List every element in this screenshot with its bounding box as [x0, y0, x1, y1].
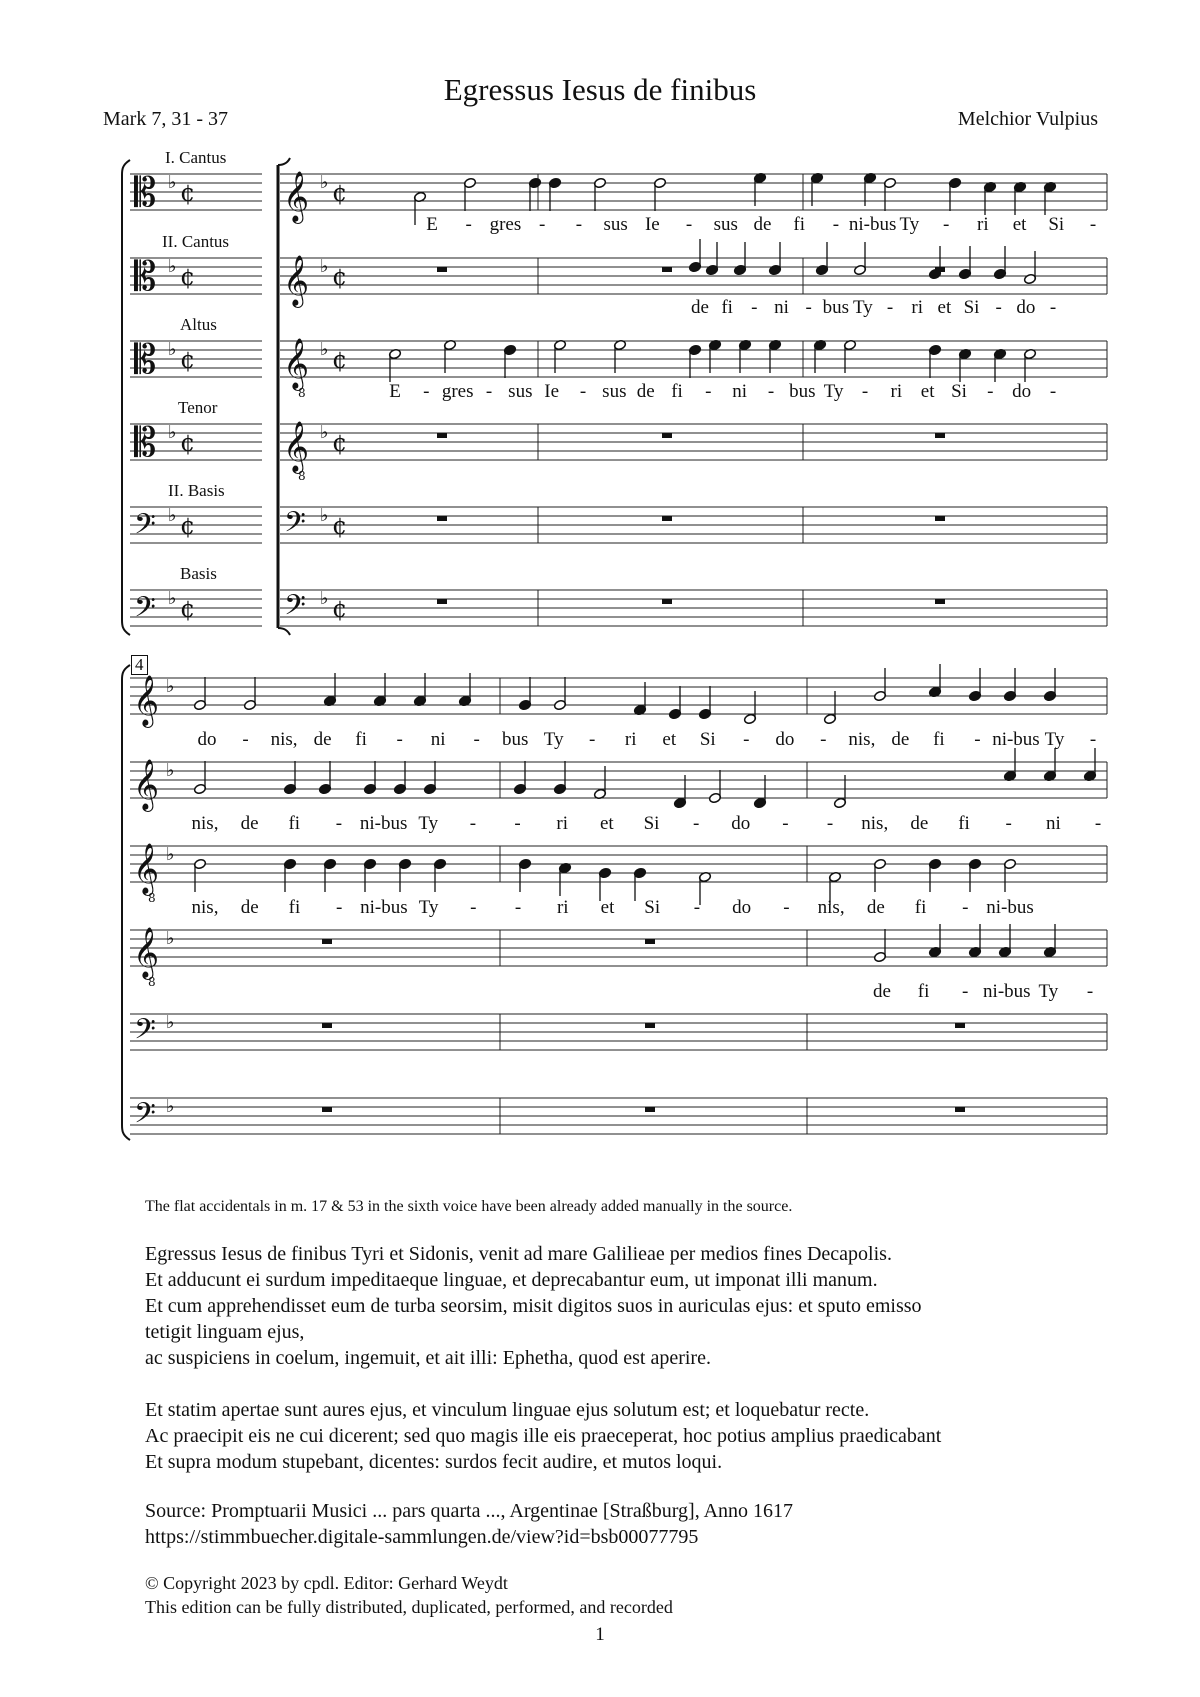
incipit-staff	[130, 505, 262, 548]
lyric-syllable: E	[389, 381, 401, 402]
lyric-syllable: -	[1049, 297, 1057, 318]
lyric-syllable: Ty	[418, 813, 439, 834]
lyric-syllable: Ty	[853, 297, 873, 318]
bass-clef-icon: 𝄢	[134, 1097, 156, 1137]
treble-clef-icon: 𝄞	[133, 927, 160, 978]
lyric-syllable: ri	[890, 381, 903, 402]
lyric-syllable: ni	[430, 729, 446, 750]
lyric-syllable: -	[335, 813, 343, 834]
flat-icon: ♭	[320, 505, 329, 526]
rest-group	[645, 939, 655, 944]
lyric-syllable: de	[240, 813, 259, 834]
treble-clef-icon: 𝄞	[133, 843, 160, 894]
lyrics-cantus2-system1	[691, 297, 1056, 318]
latin-text-block	[145, 1241, 941, 1475]
staff	[130, 843, 1107, 905]
flat-icon: ♭	[320, 588, 329, 609]
staff	[130, 675, 1107, 728]
lyric-syllable: ni-bus	[360, 897, 408, 918]
voice-label-tenor: Tenor	[178, 398, 218, 417]
lyric-syllable: -	[962, 897, 969, 918]
text-line: Et adducunt ei surdum impeditaeque linguae, et deprecabantur eum, ut imponat illi manum.	[145, 1269, 878, 1291]
bass-clef-icon: 𝄢	[134, 1013, 156, 1053]
time-signature-icon: ¢	[180, 263, 196, 291]
lyric-syllable: -	[1049, 381, 1057, 402]
treble-clef-icon: 𝄞	[133, 759, 160, 810]
flat-icon: ♭	[168, 588, 177, 609]
lyric-syllable: -	[242, 729, 249, 750]
rest-group	[662, 433, 672, 438]
lyric-syllable: -	[470, 897, 477, 918]
scripture-reference: Mark 7, 31 - 37	[103, 108, 228, 130]
flat-icon: ♭	[168, 172, 177, 193]
lyrics-altus-system2	[192, 897, 1034, 918]
voice-label-basis: Basis	[180, 564, 217, 583]
c-clef-icon: 𝄡	[134, 337, 157, 383]
octave-marker: 8	[298, 386, 306, 400]
flat-icon: ♭	[166, 844, 175, 865]
lyric-syllable: ni	[774, 297, 789, 318]
rest-group	[322, 939, 332, 944]
bass-clef-icon: 𝄢	[134, 591, 156, 631]
c-clef-icon: 𝄡	[134, 420, 157, 466]
notes-cantus1-system2	[193, 664, 1056, 725]
whole-rest	[662, 516, 672, 521]
lyric-syllable: ri	[977, 214, 989, 235]
lyric-syllable: fi	[914, 897, 927, 918]
lyric-syllable: -	[579, 381, 587, 402]
c-clef-icon: 𝄡	[134, 254, 157, 300]
rest-group	[645, 1023, 655, 1028]
lyric-syllable: Ie	[544, 381, 560, 402]
time-signature-icon: ¢	[332, 263, 348, 291]
measure-number: 4	[131, 655, 148, 675]
lyric-syllable: ri	[556, 813, 569, 834]
lyric-syllable: Ty	[543, 729, 564, 750]
lyric-syllable: de	[240, 897, 259, 918]
whole-rest	[437, 599, 447, 604]
rest-group	[437, 516, 447, 521]
source-info	[145, 1498, 793, 1550]
composer-name: Melchior Vulpius	[957, 108, 1098, 130]
lyrics-tenor-system2	[873, 981, 1093, 1002]
time-signature-icon: ¢	[332, 179, 348, 207]
lyric-syllable: -	[743, 729, 750, 750]
lyric-syllable: -	[826, 813, 834, 834]
incipit-staff	[130, 337, 262, 383]
whole-rest	[935, 516, 945, 521]
flat-icon: ♭	[168, 422, 177, 443]
lyric-syllable: de	[636, 381, 655, 402]
flat-icon: ♭	[320, 422, 329, 443]
copyright-line: © Copyright 2023 by cpdl. Editor: Gerhard Weydt	[145, 1573, 508, 1593]
time-signature-icon: ¢	[180, 179, 196, 207]
time-signature-icon: ¢	[180, 429, 196, 457]
incipit-staff	[130, 420, 262, 466]
bass-clef-icon: 𝄢	[284, 589, 306, 629]
lyric-syllable: do	[1016, 297, 1036, 318]
lyric-syllable: sus	[602, 381, 627, 402]
lyric-syllable: et	[920, 381, 935, 402]
lyric-syllable: de	[313, 729, 332, 750]
whole-rest	[645, 1107, 655, 1112]
time-signature-icon: ¢	[332, 512, 348, 540]
lyric-syllable: -	[1086, 981, 1094, 1002]
lyrics-altus-system1	[389, 381, 1056, 402]
lyric-syllable: et	[1012, 214, 1027, 235]
rest-group	[645, 1107, 655, 1112]
lyric-syllable: -	[987, 381, 994, 402]
time-signature-icon: ¢	[180, 595, 196, 623]
rest-group	[935, 433, 945, 438]
lyric-syllable: do	[775, 729, 795, 750]
time-signature-icon: ¢	[332, 595, 348, 623]
bracket-hook	[278, 158, 290, 165]
flat-icon: ♭	[168, 256, 177, 277]
lyric-syllable: do	[1012, 381, 1032, 402]
lyric-syllable: de	[910, 813, 929, 834]
notes-cantus2-system1	[688, 239, 1036, 285]
treble-clef-icon: 𝄞	[283, 421, 310, 472]
lyric-syllable: ni-bus	[359, 813, 408, 834]
lyric-syllable: -	[485, 381, 493, 402]
lyric-syllable: -	[685, 214, 693, 235]
lyric-syllable: fi	[355, 729, 367, 750]
rest-group	[662, 599, 672, 604]
rest-group	[662, 516, 672, 521]
page-title: Egressus Iesus de finibus	[443, 72, 757, 107]
lyric-syllable: de	[873, 981, 891, 1002]
lyric-syllable: nis,	[191, 813, 219, 834]
lyric-syllable: -	[514, 897, 522, 918]
time-signature-icon: ¢	[332, 346, 348, 374]
lyric-syllable: -	[589, 729, 596, 750]
voice-label-cantus1: I. Cantus	[165, 148, 227, 167]
whole-rest	[955, 1107, 965, 1112]
lyric-syllable: -	[423, 381, 430, 402]
lyric-syllable: -	[514, 813, 521, 834]
whole-rest	[662, 267, 672, 272]
lyric-syllable: -	[832, 214, 840, 235]
lyric-syllable: ri	[624, 729, 637, 750]
lyric-syllable: -	[820, 729, 827, 750]
flat-icon: ♭	[320, 172, 329, 193]
lyric-syllable: nis,	[191, 897, 219, 918]
lyric-syllable: -	[465, 214, 472, 235]
voice-label-altus: Altus	[180, 315, 217, 334]
system-bracket	[122, 665, 130, 1140]
lyric-syllable: -	[1005, 813, 1012, 834]
whole-rest	[322, 1107, 332, 1112]
lyric-syllable: fi	[288, 813, 301, 834]
whole-rest	[437, 267, 447, 272]
lyric-syllable: ri	[911, 297, 924, 318]
lyric-syllable: -	[861, 381, 869, 402]
incipit-staff	[130, 170, 262, 216]
lyric-syllable: de	[891, 729, 910, 750]
lyric-syllable: et	[937, 297, 952, 318]
lyric-syllable: fi	[671, 381, 683, 402]
bass-clef-icon: 𝄢	[284, 506, 306, 546]
lyric-syllable: Ty	[823, 381, 844, 402]
lyrics-cantus1-system2	[198, 729, 1097, 750]
time-signature-icon: ¢	[332, 429, 348, 457]
lyric-syllable: ni-bus	[986, 897, 1034, 918]
voice-label-basis2: II. Basis	[168, 481, 225, 500]
lyric-syllable: -	[469, 813, 477, 834]
lyric-syllable: fi	[917, 981, 930, 1002]
lyric-syllable: Ty	[418, 897, 439, 918]
lyric-syllable: ni	[1045, 813, 1061, 834]
lyric-syllable: -	[473, 729, 480, 750]
lyric-syllable: -	[962, 981, 969, 1002]
flat-icon: ♭	[168, 505, 177, 526]
lyric-syllable: et	[662, 729, 677, 750]
lyric-syllable: fi	[288, 897, 301, 918]
lyric-syllable: -	[396, 729, 403, 750]
lyric-syllable: Si	[963, 297, 980, 318]
lyric-syllable: Ty	[1038, 981, 1059, 1002]
incipit-staff	[130, 588, 262, 631]
lyric-syllable: de	[866, 897, 885, 918]
lyric-syllable: bus	[789, 381, 816, 402]
bracket-hook	[278, 628, 290, 635]
text-line: Egressus Iesus de finibus Tyri et Sidonis, venit ad mare Galilieae per medios fines Decapolis.	[145, 1243, 892, 1265]
lyric-syllable: Si	[951, 381, 967, 402]
notes-cantus2-system2	[193, 748, 1096, 809]
flat-icon: ♭	[166, 928, 175, 949]
lyric-syllable: -	[886, 297, 894, 318]
lyric-syllable: -	[974, 729, 981, 750]
whole-rest	[935, 433, 945, 438]
treble-clef-icon: 𝄞	[133, 675, 160, 726]
lyric-syllable: -	[1089, 214, 1097, 235]
flat-icon: ♭	[166, 1096, 175, 1117]
lyric-syllable: ni-bus	[848, 214, 897, 235]
rest-group	[322, 1107, 332, 1112]
lyric-syllable: -	[692, 813, 700, 834]
lyric-syllable: ri	[556, 897, 569, 918]
flat-icon: ♭	[166, 1012, 175, 1033]
lyric-syllable: nis,	[817, 897, 845, 918]
lyric-syllable: ni-bus	[992, 729, 1040, 750]
lyric-syllable: do	[197, 729, 217, 750]
text-line: Et supra modum stupebant, dicentes: surdos fecit audire, et mutos loqui.	[145, 1451, 723, 1473]
whole-rest	[662, 599, 672, 604]
flat-icon: ♭	[166, 676, 175, 697]
lyric-syllable: fi	[793, 214, 806, 235]
whole-rest	[322, 1023, 332, 1028]
whole-rest	[935, 267, 945, 272]
lyric-syllable: Si	[1048, 214, 1065, 235]
lyric-syllable: bus	[501, 729, 529, 750]
whole-rest	[322, 939, 332, 944]
bass-clef-icon: 𝄢	[134, 508, 156, 548]
octave-marker: 8	[298, 469, 306, 483]
lyric-syllable: -	[995, 297, 1002, 318]
whole-rest	[955, 1023, 965, 1028]
text-line: tetigit linguam ejus,	[145, 1321, 305, 1343]
lyric-syllable: Si	[699, 729, 716, 750]
treble-clef-icon: 𝄞	[283, 171, 310, 222]
page-number: 1	[595, 1624, 605, 1645]
footnote: The flat accidentals in m. 17 & 53 in the sixth voice have been already added manually in the source.	[145, 1198, 793, 1215]
lyric-syllable: -	[805, 297, 812, 318]
lyric-syllable: sus	[508, 381, 533, 402]
treble-clef-icon: 𝄞	[283, 255, 310, 306]
lyrics-cantus1-system1	[426, 214, 1096, 235]
staff	[130, 759, 1107, 812]
lyric-syllable: gres	[441, 381, 474, 402]
rest-group	[437, 433, 447, 438]
flat-icon: ♭	[320, 256, 329, 277]
lyric-syllable: ni	[732, 381, 748, 402]
lyric-syllable: de	[753, 214, 772, 235]
lyric-syllable: Ty	[1044, 729, 1065, 750]
lyric-syllable: -	[942, 214, 950, 235]
staff	[130, 927, 1107, 989]
lyric-syllable: nis,	[270, 729, 298, 750]
c-clef-icon: 𝄡	[134, 170, 157, 216]
rest-group	[935, 599, 945, 604]
incipit-bracket	[122, 160, 130, 635]
rest-group	[955, 1107, 965, 1112]
lyric-syllable: -	[705, 381, 712, 402]
lyric-syllable: et	[599, 813, 614, 834]
lyric-syllable: -	[1089, 729, 1097, 750]
time-signature-icon: ¢	[180, 346, 196, 374]
lyric-syllable: -	[751, 297, 758, 318]
lyric-syllable: Ie	[644, 214, 660, 235]
lyric-syllable: -	[783, 897, 790, 918]
source-citation: Source: Promptuarii Musici ... pars quarta ..., Argentinae [Straßburg], Anno 1617	[145, 1500, 794, 1522]
whole-rest	[437, 433, 447, 438]
lyric-syllable: Ty	[899, 214, 920, 235]
treble-clef-icon: 𝄞	[283, 338, 310, 389]
whole-rest	[662, 433, 672, 438]
lyric-syllable: Si	[643, 813, 660, 834]
rest-group	[935, 267, 945, 272]
stanza-gap	[145, 1371, 941, 1397]
notes-altus-system1	[388, 339, 1036, 382]
staff	[280, 505, 1107, 546]
rest-group	[437, 267, 447, 272]
voice-label-cantus2: II. Cantus	[162, 232, 230, 251]
flat-icon: ♭	[166, 760, 175, 781]
incipit-staff	[130, 254, 262, 300]
text-line: Et cum apprehendisset eum de turba seorsim, misit digitos suos in auriculas ejus: et sputo emisso	[145, 1295, 922, 1317]
lyric-syllable: -	[782, 813, 789, 834]
lyric-syllable: de	[691, 297, 709, 318]
lyric-syllable: do	[731, 813, 751, 834]
whole-rest	[935, 599, 945, 604]
rest-group	[437, 599, 447, 604]
flat-icon: ♭	[168, 339, 177, 360]
lyric-syllable: bus	[822, 297, 849, 318]
lyric-syllable: -	[693, 897, 701, 918]
lyric-syllable: fi	[721, 297, 733, 318]
lyric-syllable: fi	[958, 813, 970, 834]
octave-marker: 8	[148, 975, 156, 989]
lyric-syllable: nis,	[861, 813, 889, 834]
lyric-syllable: -	[575, 214, 583, 235]
time-signature-icon: ¢	[180, 512, 196, 540]
whole-rest	[437, 516, 447, 521]
lyric-syllable: fi	[933, 729, 945, 750]
source-url[interactable]: https://stimmbuecher.digitale-sammlungen.de/view?id=bsb00077795	[145, 1526, 699, 1548]
rest-group	[935, 516, 945, 521]
lyrics-cantus2-system2	[192, 813, 1102, 834]
rest-group	[955, 1023, 965, 1028]
lyric-syllable: do	[732, 897, 752, 918]
lyric-syllable: -	[336, 897, 343, 918]
lyric-syllable: et	[600, 897, 615, 918]
staff	[280, 588, 1107, 629]
text-line: ac suspiciens in coelum, ingemuit, et ait illi: Ephetha, quod est aperire.	[145, 1347, 711, 1369]
lyric-syllable: -	[539, 214, 546, 235]
license-line: This edition can be fully distributed, duplicated, performed, and recorded	[145, 1597, 673, 1617]
staff	[130, 1096, 1107, 1137]
lyric-syllable: Si	[644, 897, 661, 918]
whole-rest	[645, 939, 655, 944]
lyric-syllable: ni-bus	[983, 981, 1031, 1002]
lyric-syllable: nis,	[848, 729, 876, 750]
lyric-syllable: -	[767, 381, 775, 402]
lyric-syllable: sus	[713, 214, 738, 235]
lyric-syllable: gres	[489, 214, 522, 235]
rest-group	[322, 1023, 332, 1028]
text-line: Et statim apertae sunt aures ejus, et vinculum linguae ejus solutum est; et loquebatur recte.	[145, 1399, 870, 1421]
lyric-syllable: sus	[603, 214, 628, 235]
copyright-info	[145, 1571, 673, 1619]
text-line: Ac praecipit eis ne cui dicerent; sed quo magis ille eis praeceperat, hoc potius amplius praedicabant	[145, 1425, 942, 1447]
rest-group	[662, 267, 672, 272]
whole-rest	[645, 1023, 655, 1028]
lyric-syllable: -	[1094, 813, 1102, 834]
lyric-syllable: E	[426, 214, 438, 235]
staff	[130, 1012, 1107, 1053]
octave-marker: 8	[148, 891, 156, 905]
staff	[280, 421, 1107, 483]
flat-icon: ♭	[320, 339, 329, 360]
